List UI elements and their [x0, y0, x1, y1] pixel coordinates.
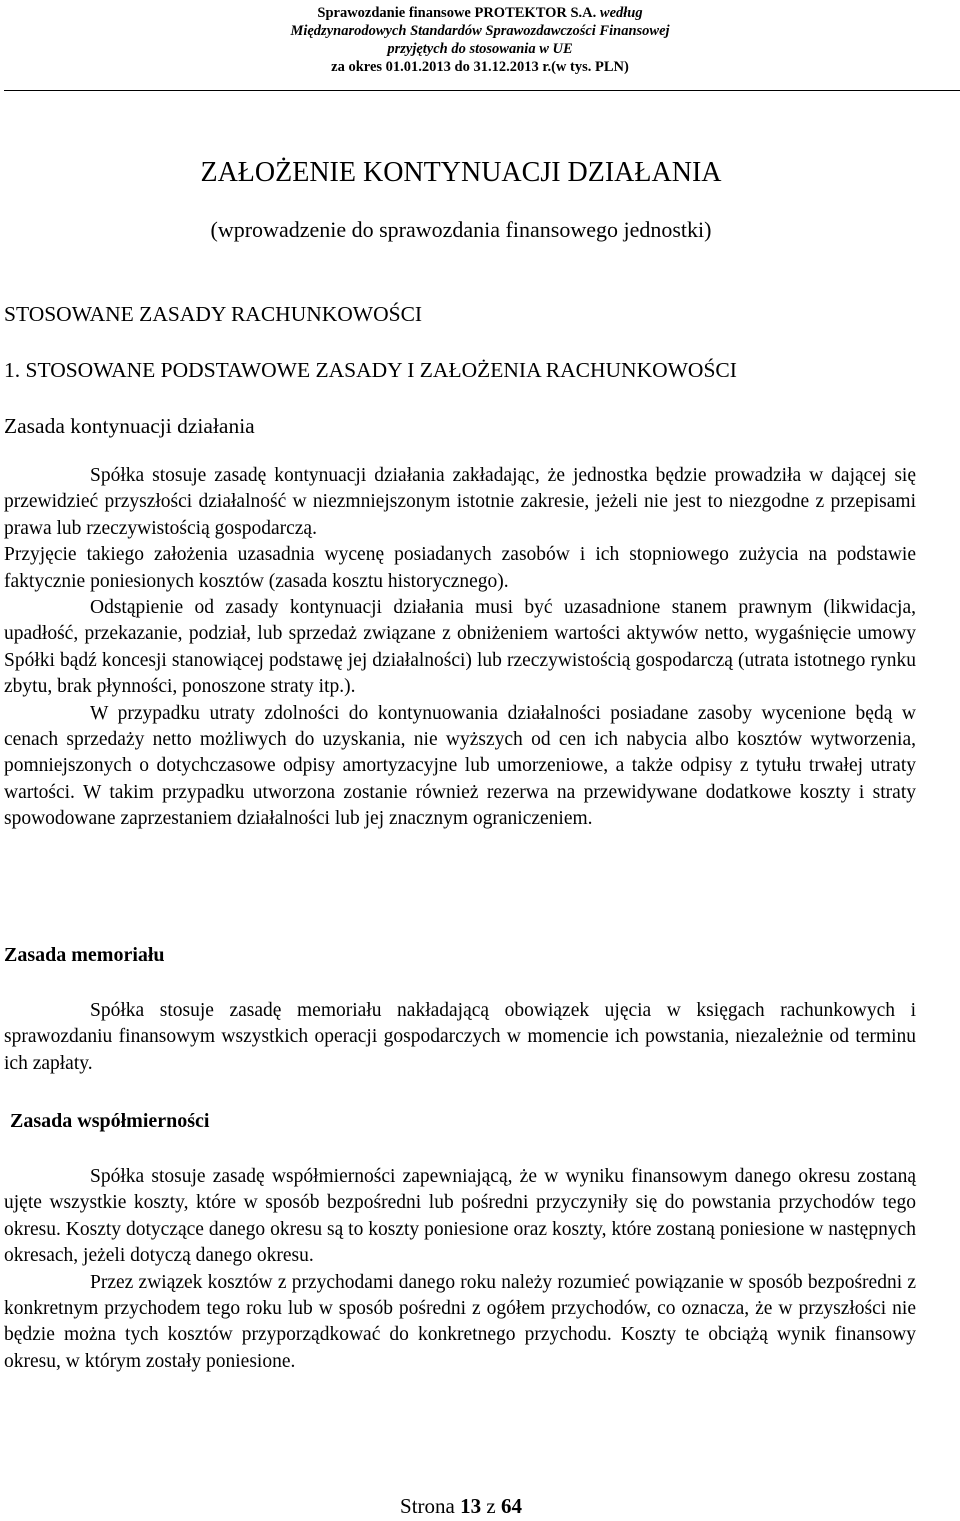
header-divider — [4, 90, 960, 91]
memorial-paragraph-1: Spółka stosuje zasadę memoriału nakładającą obowiązek ujęcia w księgach rachunkowych i sprawozdaniu finansowym wszystkich operacji gospodarczych w momencie ich powstania, niezależnie od terminu ich zapłaty. — [4, 1000, 916, 1074]
memorial-section — [4, 998, 916, 1077]
wspolmiernosc-section — [4, 1164, 916, 1375]
header-line-4: za okres 01.01.2013 do 31.12.2013 r.(w tys. PLN) — [331, 59, 629, 75]
page-total: 64 — [500, 1494, 522, 1518]
page-footer: Strona 13 z 64 — [400, 1494, 522, 1518]
section-heading: STOSOWANE ZASADY RACHUNKOWOŚCI — [4, 302, 423, 326]
memorial-heading: Zasada memoriału — [4, 944, 165, 966]
header-line-3: przyjętych do stosowania w UE — [387, 41, 573, 57]
wspolmiernosc-heading: Zasada współmierności — [10, 1110, 210, 1132]
subsection-heading: 1. STOSOWANE PODSTAWOWE ZASADY I ZAŁOŻENIA RACHUNKOWOŚCI — [4, 358, 737, 382]
page-number: 13 — [460, 1494, 482, 1518]
page-subtitle: (wprowadzenie do sprawozdania finansowego jednostki) — [210, 217, 712, 242]
header-line-2: Międzynarodowych Standardów Sprawozdawczości Finansowej — [290, 23, 670, 39]
page-title: ZAŁOŻENIE KONTYNUACJI DZIAŁANIA — [200, 157, 722, 188]
wspolmiernosc-paragraph-1: Spółka stosuje zasadę współmierności zapewniającą, że w wyniku finansowym danego okresu zostaną ujęte wszystkie koszty, które w sposób bezpośredni lub pośredni przyczyniły się do powstania przychodów tego okresu. Koszty dotyczące danego okresu są to koszty poniesione oraz koszty, które zostaną poniesione w następnych okresach, jeżeli dotyczą danego okresu. — [4, 1166, 916, 1267]
kontynuacja-paragraph-2: Przyjęcie takiego założenia uzasadnia wycenę posiadanych zasobów i ich stopniowego zużycia na podstawie faktycznie poniesionych kosztów (zasada kosztu historycznego). — [4, 544, 916, 592]
header-line-1: Sprawozdanie finansowe PROTEKTOR S.A. według — [317, 5, 643, 21]
kontynuacja-section — [4, 463, 916, 833]
page-header — [0, 4, 960, 76]
kontynuacja-paragraph-4: W przypadku utraty zdolności do kontynuowania działalności posiadane zasoby wycenione będą w cenach sprzedaży netto możliwych do uzyskania, nie wyższych od cen ich nabycia albo kosztów wytworzenia, pomniejszonych o dotychczasowe odpisy amortyzacyjne lub umorzeniowe, a także odpisy z tytułu trwałej utraty wartości. W takim przypadku utworzona zostanie również rezerwa na przewidywane dodatkowe koszty i straty spowodowane zaprzestaniem działalności lub jej znacznym ograniczeniem. — [4, 702, 916, 830]
kontynuacja-heading: Zasada kontynuacji działania — [4, 414, 255, 438]
wspolmiernosc-paragraph-2: Przez związek kosztów z przychodami danego roku należy rozumieć powiązanie w sposób bezpośredni z konkretnym przychodem tego roku lub w sposób pośredni z ogółem przychodów, co oznacza, że w przyszłości nie będzie można tych kosztów przyporządkować do konkretnego przychodu. Koszty te obciążą wynik finansowy okresu, w którym zostały poniesione. — [4, 1271, 916, 1372]
kontynuacja-paragraph-1: Spółka stosuje zasadę kontynuacji działania zakładając, że jednostka będzie prowadziła w dającej się przewidzieć przyszłości działalność w niezmniejszonym istotnie zakresie, jeżeli nie jest to niezgodne z przepisami prawa lub rzeczywistością gospodarczą. — [4, 465, 916, 539]
kontynuacja-paragraph-3: Odstąpienie od zasady kontynuacji działania musi być uzasadnione stanem prawnym (likwidacja, upadłość, przekazanie, podział, lub sprzedaż związane z obniżeniem wartości aktywów netto, wygaśnięcie umowy Spółki bądź koncesji stanowiącej podstawę jej działalności) lub rzeczywistością gospodarczą (utrata istotnego rynku zbytu, brak płynności, ponoszone straty itp.). — [4, 597, 916, 698]
